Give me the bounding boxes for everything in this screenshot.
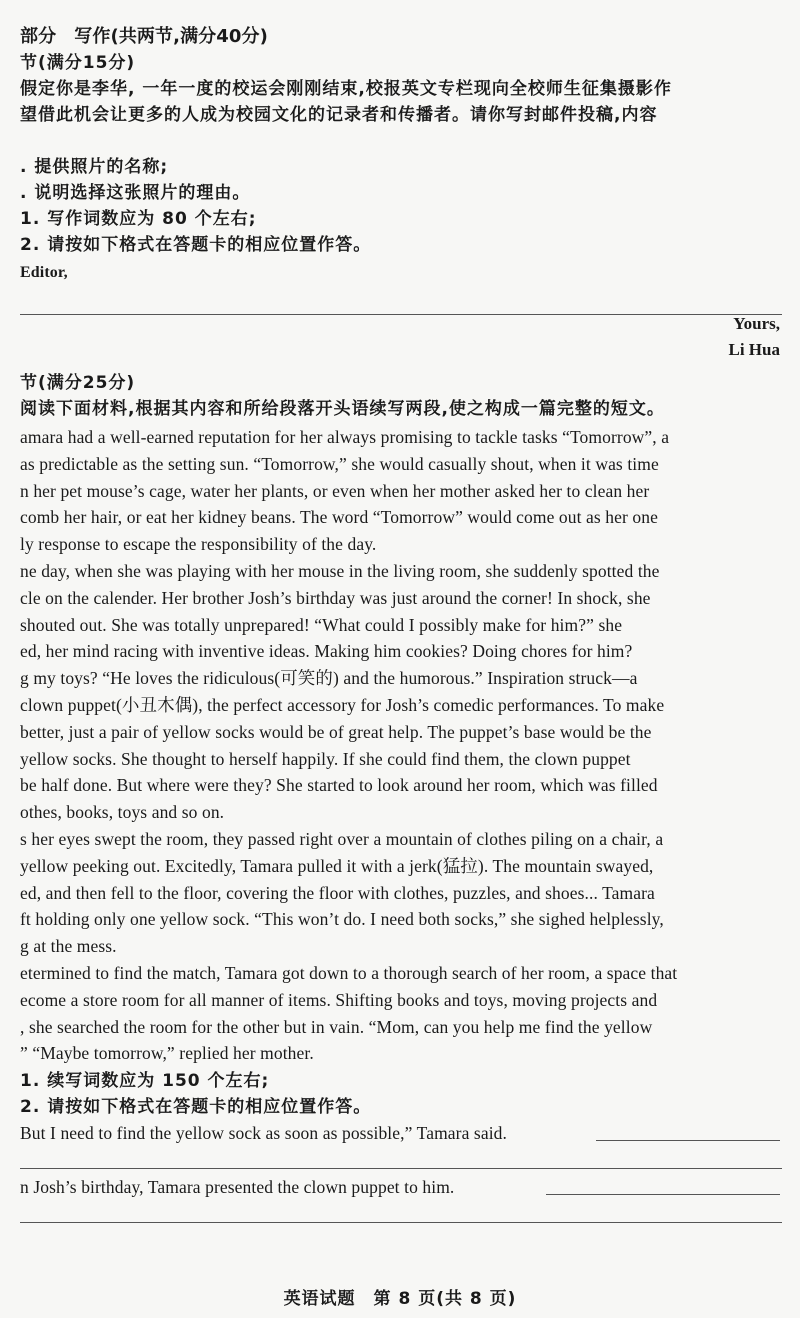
part2-instruction: 阅读下面材料,根据其内容和所给段落开头语续写两段,使之构成一篇完整的短文。 (20, 399, 665, 419)
passage-line: better, just a pair of yellow socks would be of great help. The puppet’s base would be the (20, 721, 652, 742)
passage-line: ft holding only one yellow sock. “This won’t do. I need both socks,” she sighed helplessly, (20, 909, 664, 930)
passage-line: as predictable as the setting sun. “Tomorrow,” she would casually shout, when it was time (20, 453, 659, 474)
passage-line: n her pet mouse’s cage, water her plants, or even when her mother asked her to clean her (20, 480, 650, 501)
part1-prompt-line: 望借此机会让更多的人成为校园文化的记录者和传播者。请你写封邮件投稿,内容 (20, 105, 658, 125)
paragraph-start-1: But I need to find the yellow sock as soon as possible,” Tamara said. (20, 1123, 507, 1143)
part1-point: . 说明选择这张照片的理由。 (20, 183, 251, 203)
letter-signature: Li Hua (728, 340, 780, 359)
writing-line (20, 314, 782, 315)
passage-line: yellow peeking out. Excitedly, Tamara pulled it with a jerk(猛拉). The mountain swayed, (20, 855, 654, 876)
passage-line: ed, and then fell to the floor, covering the floor with clothes, puzzles, and shoes... Tamara (20, 882, 655, 903)
section-title: 部分 写作(共两节,满分40分) (20, 26, 268, 47)
paragraph-start-2: n Josh’s birthday, Tamara presented the clown puppet to him. (20, 1177, 455, 1197)
part1-prompt-line: 假定你是李华, 一年一度的校运会刚刚结束,校报英文专栏现向全校师生征集摄影作 (20, 79, 672, 99)
part1-point: . 提供照片的名称; (20, 157, 169, 177)
passage-line: ” “Maybe tomorrow,” replied her mother. (20, 1043, 314, 1064)
passage-line: ly response to escape the responsibility of the day. (20, 534, 377, 555)
part1-note: 2. 请按如下格式在答题卡的相应位置作答。 (20, 235, 372, 255)
passage-line: be half done. But where were they? She started to look around her room, which was filled (20, 775, 658, 796)
passage-line: etermined to find the match, Tamara got down to a thorough search of her room, a space that (20, 963, 678, 983)
page-footer: 英语试题 第 8 页(共 8 页) (283, 1289, 517, 1309)
part1-note: 1. 写作词数应为 80 个左右; (20, 209, 257, 229)
passage-line: g my toys? “He loves the ridiculous(可笑的) and the humorous.” Inspiration struck—a (20, 668, 638, 689)
passage-line: clown puppet(小丑木偶), the perfect accessory for Josh’s comedic performances. To make (20, 695, 665, 715)
passage-line: yellow socks. She thought to herself happily. If she could find them, the clown puppet (20, 748, 631, 769)
passage-line: ecome a store room for all manner of items. Shifting books and toys, moving projects and (20, 989, 658, 1010)
answer-blank[interactable] (596, 1140, 780, 1141)
passage-line: s her eyes swept the room, they passed right over a mountain of clothes piling on a chair, a (20, 829, 664, 849)
passage-line: othes, books, toys and so on. (20, 802, 225, 823)
part1-title: 节(满分15分) (20, 53, 136, 73)
part2-note: 1. 续写词数应为 150 个左右; (20, 1071, 270, 1091)
passage-line: , she searched the room for the other but in vain. “Mom, can you help me find the yellow (20, 1016, 653, 1037)
passage-line: ed, her mind racing with inventive ideas. Making him cookies? Doing chores for him? (20, 641, 633, 662)
passage-line: g at the mess. (20, 936, 117, 957)
answer-line[interactable] (20, 1168, 782, 1169)
passage-line: amara had a well-earned reputation for her always promising to tackle tasks “Tomorrow”, a (20, 427, 670, 447)
letter-closing: Yours, (733, 314, 780, 333)
part2-note: 2. 请按如下格式在答题卡的相应位置作答。 (20, 1097, 372, 1117)
passage-line: comb her hair, or eat her kidney beans. The word “Tomorrow” would come out as her one (20, 507, 658, 528)
passage-line: cle on the calender. Her brother Josh’s birthday was just around the corner! In shock, she (20, 587, 651, 608)
passage-line: ne day, when she was playing with her mouse in the living room, she suddenly spotted the (20, 561, 660, 581)
letter-salutation: Editor, (20, 264, 68, 281)
passage-line: shouted out. She was totally unprepared! “What could I possibly make for him?” she (20, 614, 623, 635)
part2-title: 节(满分25分) (20, 373, 136, 393)
answer-blank[interactable] (546, 1194, 780, 1195)
answer-line[interactable] (20, 1222, 782, 1223)
